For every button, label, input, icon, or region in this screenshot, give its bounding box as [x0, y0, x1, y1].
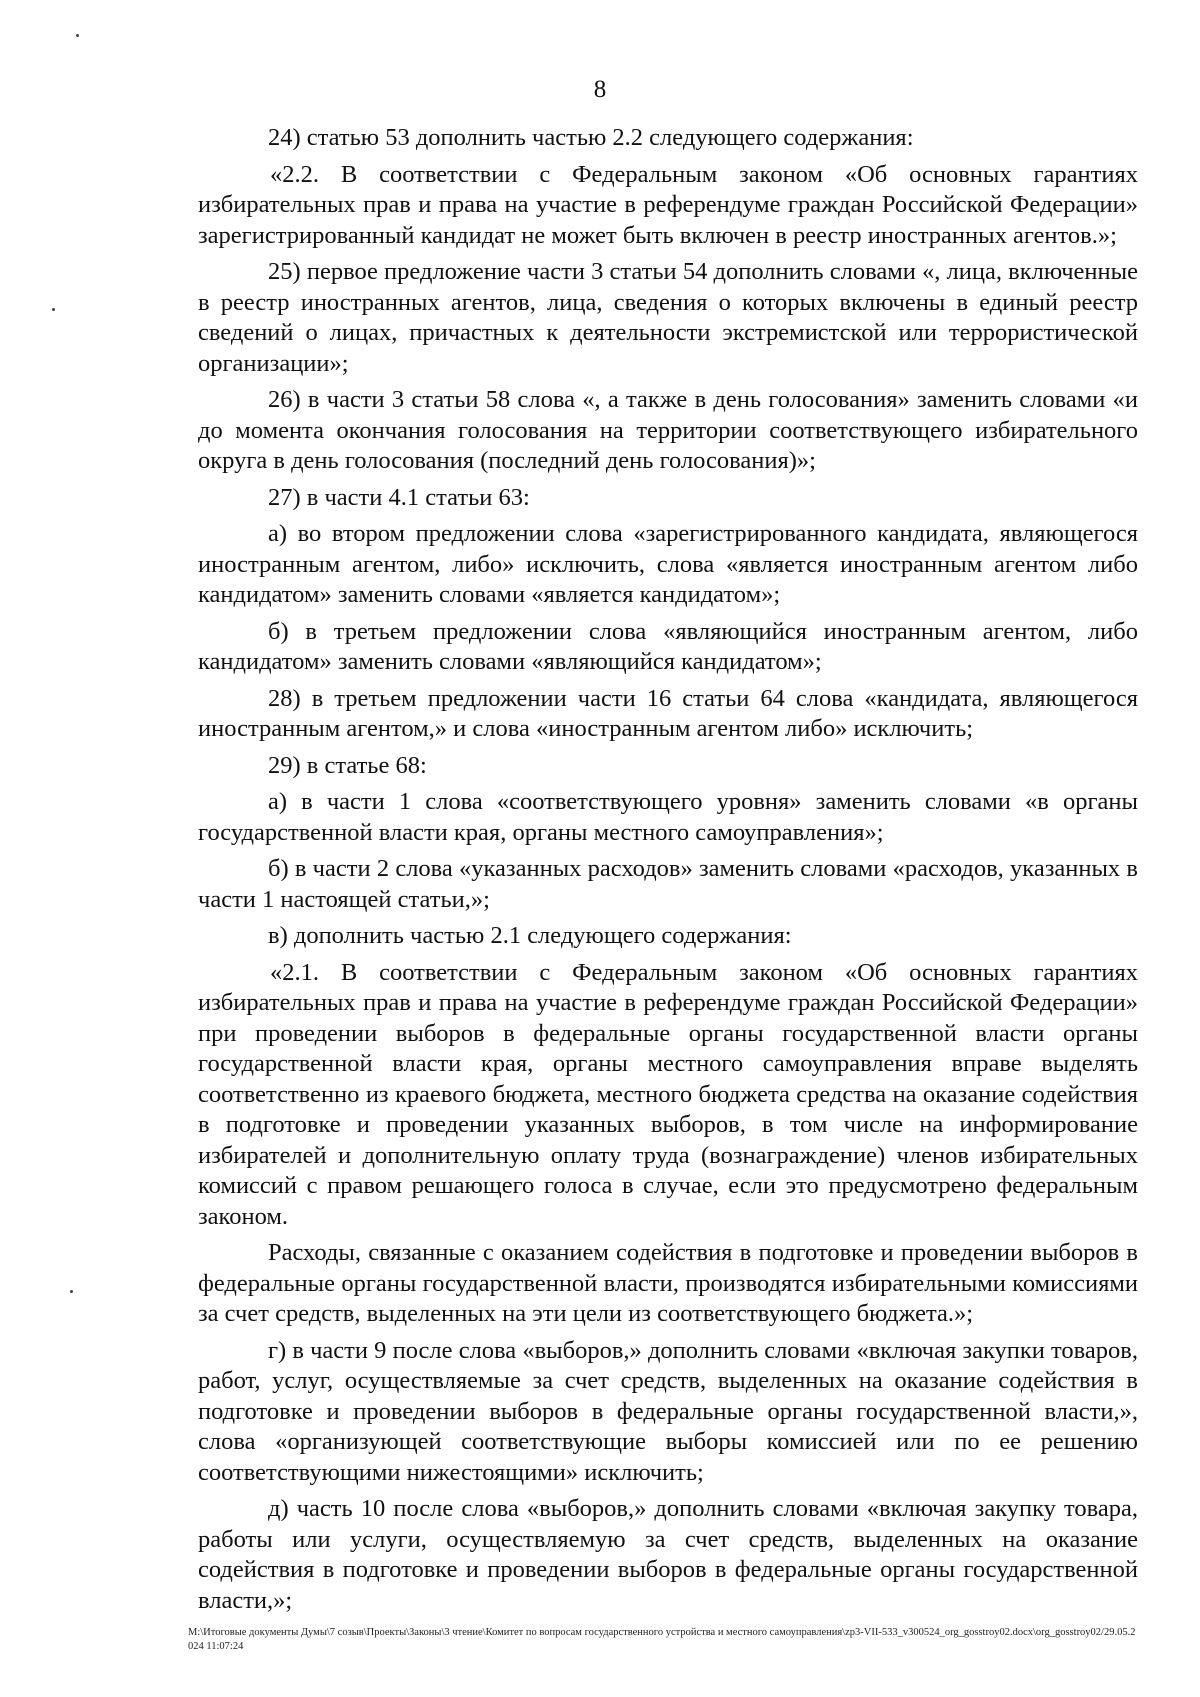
paragraph-item-27-b: б) в третьем предложении слова «являющийся иностранным агентом, либо кандидатом» заменить словами «являющийся кандидатом»; [198, 617, 1138, 675]
paragraph-quote-2-1: «2.1. В соответствии с Федеральным законом «Об основных гарантиях избирательных прав и права на участие в референдуме граждан Российской Федерации» при проведении выборов в федеральные органы государственной власти органы государственной власти края, органы местного самоуправления вправе выделять соответственно из краевого бюджета, местного бюджета средства на оказание содействия в подготовке и проведении указанных выборов, в том числе на информирование избирателей и дополнительную оплату труда (вознаграждение) членов избирательных комиссий с правом решающего голоса в случае, если это предусмотрено федеральным законом. [198, 958, 1138, 1230]
scan-speck [76, 34, 79, 37]
paragraph-item-29-a: а) в части 1 слова «соответствующего уровня» заменить словами «в органы государственной власти края, органы местного самоуправления»; [198, 788, 1138, 846]
paragraph-item-29-g: г) в части 9 после слова «выборов,» дополнить словами «включая закупки товаров, работ, услуг, осуществляемые за счет средств, выделенных на оказание содействия в подготовке и проведении выборов в федеральные органы государственной власти,», слова «организующей соответствующие выборы комиссией или по ее решению соответствующими нижестоящими» исключить; [198, 1336, 1138, 1486]
paragraph-expenses: Расходы, связанные с оказанием содействия в подготовке и проведении выборов в федеральные органы государственной власти, производятся избирательными комиссиями за счет средств, выделенных на эти цели из соответствующего бюджета.»; [198, 1239, 1138, 1327]
paragraph-item-27: 27) в части 4.1 статьи 63: [268, 483, 530, 511]
paragraph-item-29: 29) в статье 68: [268, 751, 427, 779]
page-number: 8 [593, 76, 607, 103]
paragraph-item-29-v: в) дополнить частью 2.1 следующего содержания: [268, 922, 792, 949]
paragraph-quote-2-2: «2.2. В соответствии с Федеральным законом «Об основных гарантиях избирательных прав и права на участие в референдуме граждан Российской Федерации» зарегистрированный кандидат не может быть включен в реестр иностранных агентов.»; [198, 160, 1138, 249]
paragraph-item-26: 26) в части 3 статьи 58 слова «, а также в день голосования» заменить словами «и до момента окончания голосования на территории соответствующего избирательного округа в день голосования (последний день голосования)»; [198, 386, 1138, 474]
paragraph-item-24: 24) статью 53 дополнить частью 2.2 следующего содержания: [268, 124, 914, 151]
scan-speck [52, 308, 55, 311]
footer-file-path: M:\Итоговые документы Думы\7 созыв\Проекты\Законы\3 чтение\Комитет по вопросам государственного устройства и местного самоуправления\zp3-VII-533_v300524_org_gosstroy02.docx\org_gosstroy02/29.05.2024 11:07:24 [188, 1627, 1136, 1652]
scan-speck [70, 1290, 73, 1293]
paragraph-item-28: 28) в третьем предложении части 16 статьи 64 слова «кандидата, являющегося иностранным агентом,» и слова «иностранным агентом либо» исключить; [198, 684, 1138, 742]
paragraph-item-27-a: а) во втором предложении слова «зарегистрированного кандидата, являющегося иностранным агентом, либо» исключить, слова «является иностранным агентом либо кандидатом» заменить словами «является кандидатом»; [198, 520, 1138, 608]
paragraph-item-29-d: д) часть 10 после слова «выборов,» дополнить словами «включая закупку товара, работы или услуги, осуществляемую за счет средств, выделенных на оказание содействия в подготовке и проведении выборов в федеральные органы государственной власти,»; [198, 1495, 1138, 1614]
document-body [198, 123, 1138, 1622]
paragraph-item-25: 25) первое предложение части 3 статьи 54 дополнить словами «, лица, включенные в реестр иностранных агентов, лица, сведения о которых включены в единый реестр сведений о лицах, причастных к деятельности экстремистской или террористической организации»; [198, 258, 1138, 377]
paragraph-item-29-b: б) в части 2 слова «указанных расходов» заменить словами «расходов, указанных в части 1 настоящей статьи,»; [198, 855, 1138, 913]
